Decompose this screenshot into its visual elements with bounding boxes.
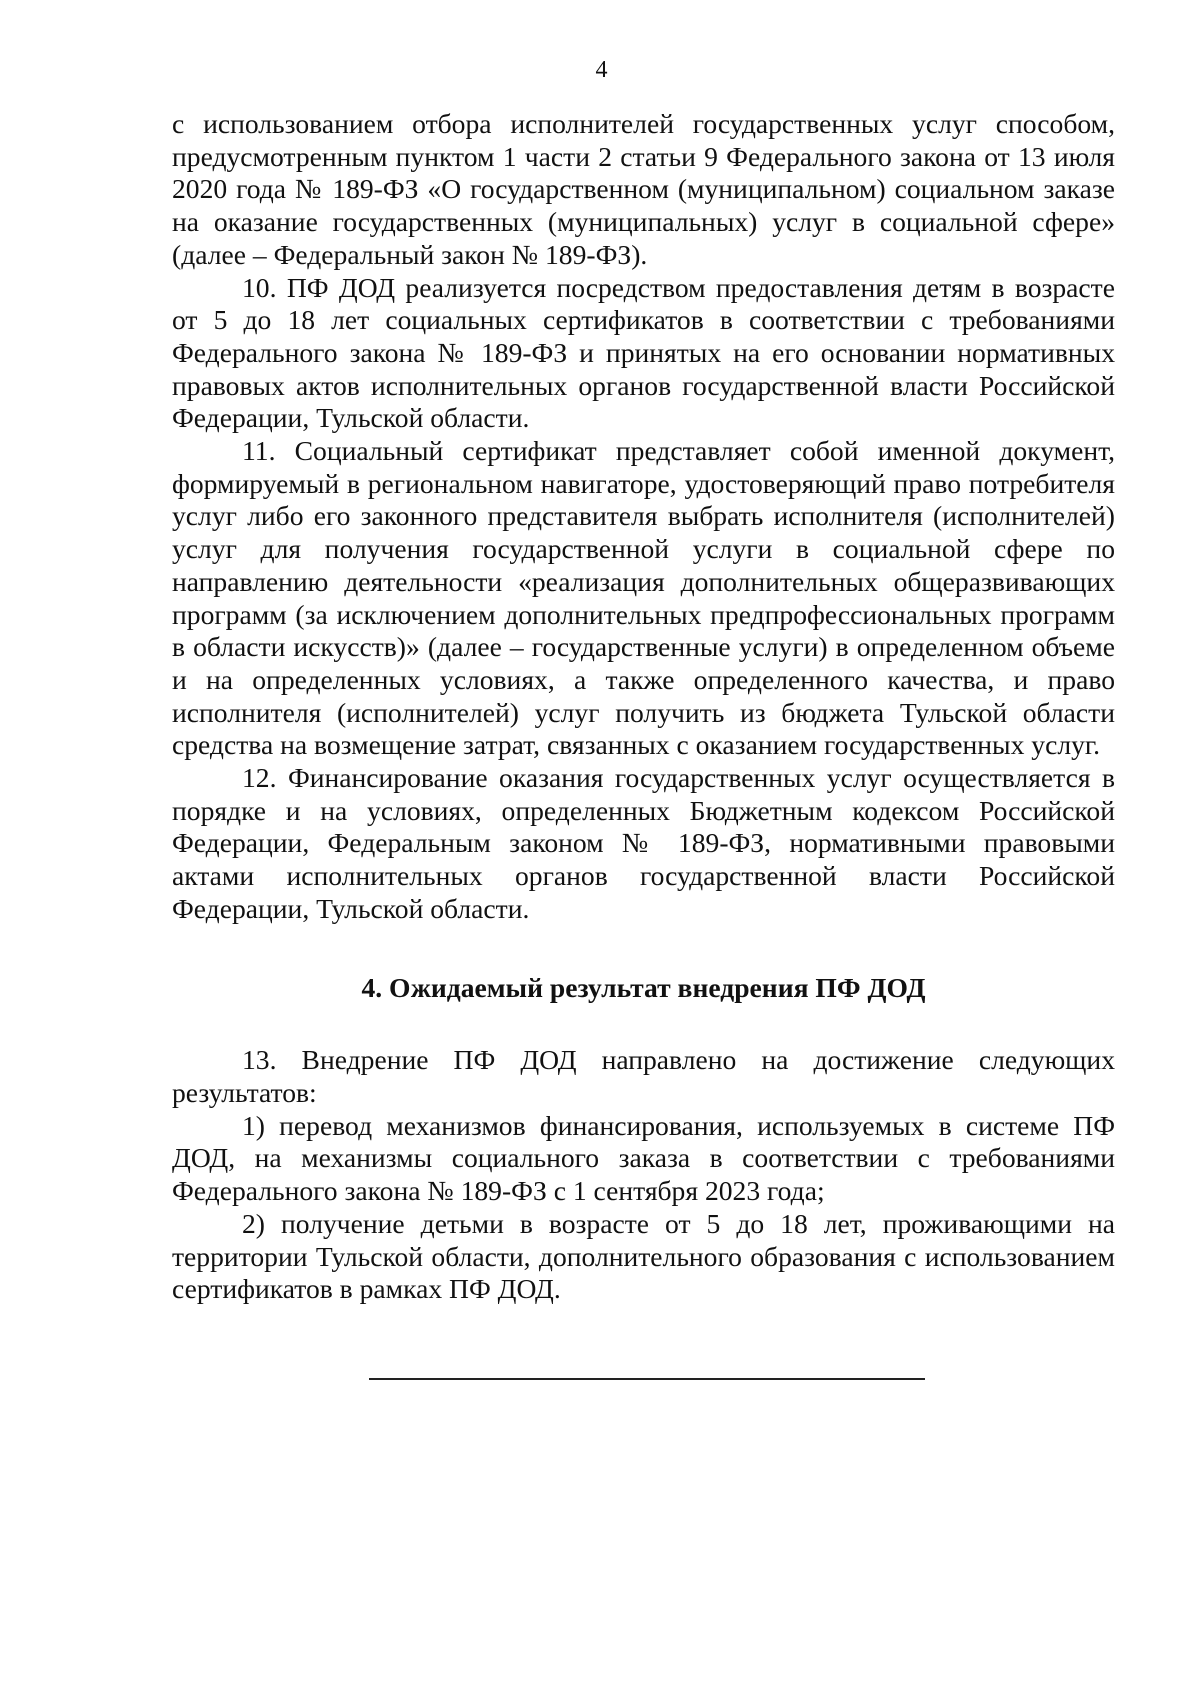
list-item-1: 1) перевод механизмов финансирования, используемых в системе ПФ ДОД, на механизмы социального заказа в соответствии с требованиями Федерального закона № 189-ФЗ с 1 сентября 2023 года; [172, 1109, 1115, 1207]
end-divider [369, 1378, 925, 1380]
paragraph-11: 11. Социальный сертификат представляет собой именной документ, формируемый в региональном навигаторе, удостоверяющий право потребителя услуг либо его законного представителя выбрать исполнителя (исполнителей) услуг для получения государственной услуги в социальной сфере по направлению деятельности «реализация дополнительных общеразвивающих программ (за исключением дополнительных предпрофессиональных программ в области искусств)» (далее – государственные услуги) в определенном объеме и на определенных условиях, а также определенного качества, и право исполнителя (исполнителей) услуг получить из бюджета Тульской области средства на возмещение затрат, связанных с оказанием государственных услуг. [172, 435, 1115, 761]
section-heading: 4. Ожидаемый результат внедрения ПФ ДОД [361, 971, 926, 1003]
paragraph-12: 12. Финансирование оказания государственных услуг осуществляется в порядке и на условиях, определенных Бюджетным кодексом Российской Федерации, Федеральным законом № 189-ФЗ, нормативными правовыми актами исполнительных органов государственной власти Российской Федерации, Тульской области. [172, 762, 1115, 924]
paragraph-continuation: с использованием отбора исполнителей государственных услуг способом, предусмотренным пунктом 1 части 2 статьи 9 Федерального закона от 13 июля 2020 года № 189-ФЗ «О государственном (муниципальном) социальном заказе на оказание государственных (муниципальных) услуг в социальной сфере» (далее – Федеральный закон № 189-ФЗ). [172, 108, 1115, 270]
page-number: 4 [595, 57, 608, 83]
list-item-2: 2) получение детьми в возрасте от 5 до 18 лет, проживающими на территории Тульской области, дополнительного образования с использованием сертификатов в рамках ПФ ДОД. [172, 1207, 1115, 1305]
paragraph-10: 10. ПФ ДОД реализуется посредством предоставления детям в возрасте от 5 до 18 лет социальных сертификатов в соответствии с требованиями Федерального закона № 189-ФЗ и принятых на его основании нормативных правовых актов исполнительных органов государственной власти Российской Федерации, Тульской области. [172, 271, 1115, 434]
paragraph-13: 13. Внедрение ПФ ДОД направлено на достижение следующих результатов: [172, 1044, 1115, 1108]
